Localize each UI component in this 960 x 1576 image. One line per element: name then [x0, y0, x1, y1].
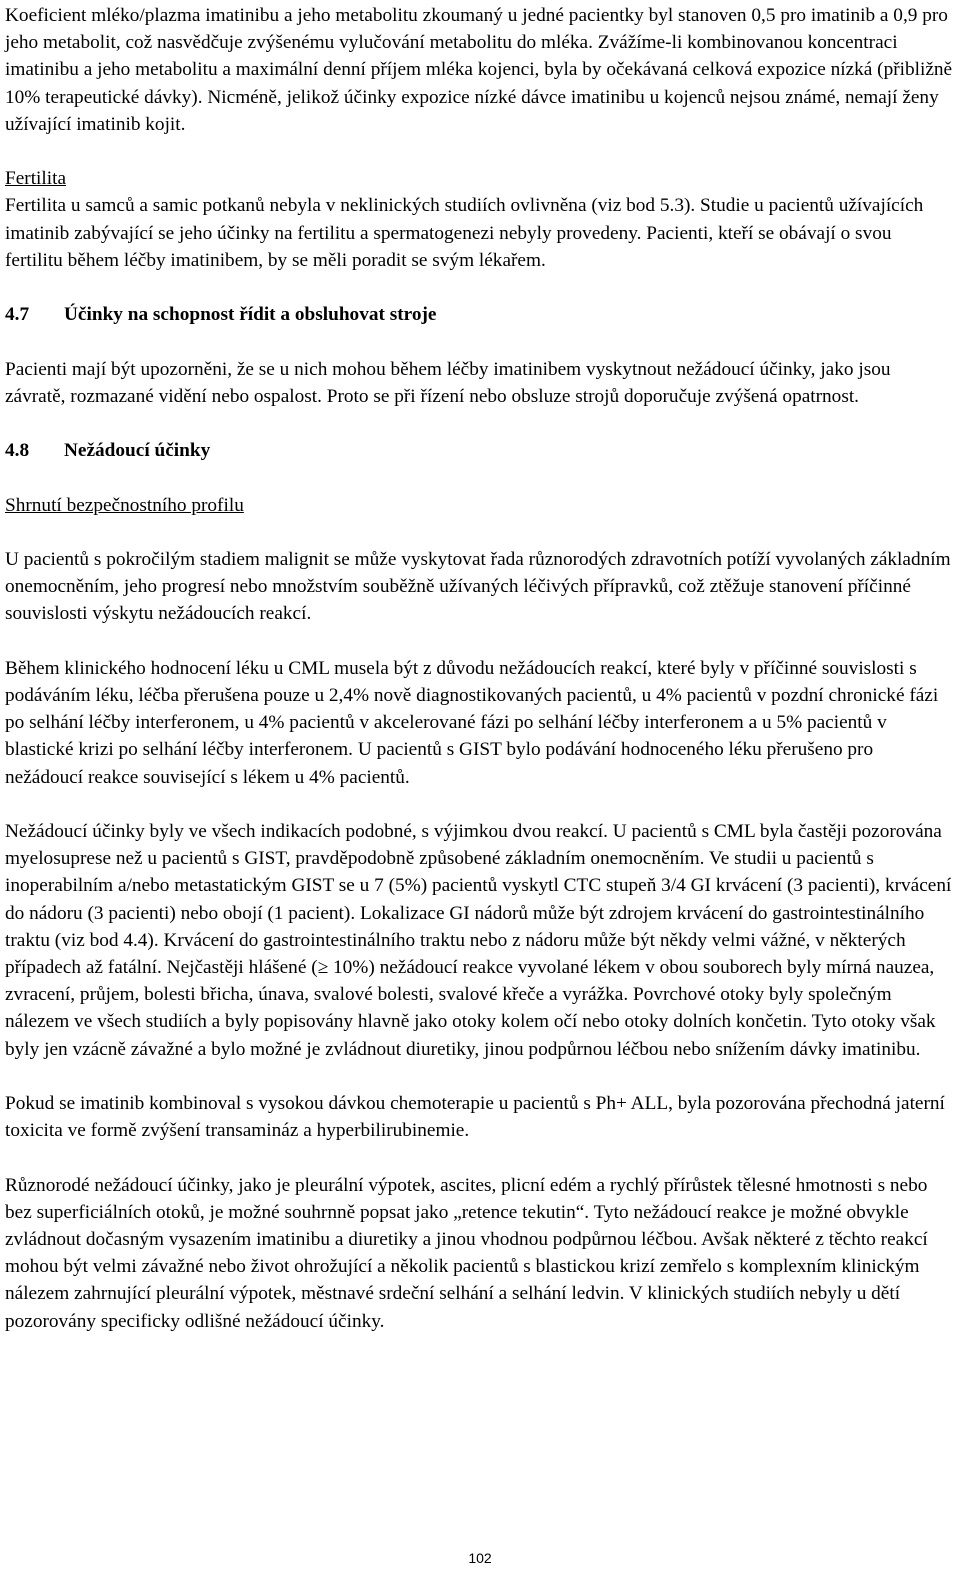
fertility-paragraph: Fertilita u samců a samic potkanů nebyla v neklinických studiích ovlivněna (viz bod 5.3). Studie u pacientů užívajících imatinib zabývající se jeho účinky na fertilitu a spermatogenezi nebyly provedeny. Pacienti, kteří se obávají o svou fertilitu během léčby imatinibem, by se měli poradit se svým lékařem. [5, 195, 924, 271]
section-4-7-title: Účinky na schopnost řídit a obsluhovat stroje [64, 304, 437, 326]
driving-paragraph: Pacienti mají být upozorněni, že se u nich mohou během léčby imatinibem vyskytnout nežádoucí účinky, jako jsou závratě, rozmazané vidění nebo ospalost. Proto se při řízení nebo obsluze strojů doporučuje zvýšená opatrnost. [5, 358, 891, 407]
page-number: 102 [468, 1550, 492, 1566]
breastfeeding-paragraph: Koeficient mléko/plazma imatinibu a jeho metabolitu zkoumaný u jedné pacientky byl stanoven 0,5 pro imatinib a 0,9 pro jeho metabolit, což nasvědčuje zvýšenému vylučování metabolitu do mléka. Zvážíme-li kombinovanou koncentraci imatinibu a jeho metabolitu a maximální denní příjem mléka kojenci, byla by očekávaná celková expozice nízká (přibližně 10% terapeutické dávky). Nicméně, jelikož účinky expozice nízké dávce imatinibu u kojenců nejsou známé, nemají ženy užívající imatinib kojit. [5, 5, 953, 135]
safety-paragraph-4: Pokud se imatinib kombinoval s vysokou dávkou chemoterapie u pacientů s Ph+ ALL, byla pozorována přechodná jaterní toxicita ve formě zvýšení transamináz a hyperbilirubinemie. [5, 1092, 945, 1142]
safety-paragraph-3: Nežádoucí účinky byly ve všech indikacích podobné, s výjimkou dvou reakcí. U pacientů s CML byla častěji pozorována myelosuprese než u pacientů s GIST, pravděpodobně způsobené základním onemocněním. Ve studii u pacientů s inoperabilním a/nebo metastatickým GIST se u 7 (5%) pacientů vyskytl CTC stupeň 3/4 GI krvácení (3 pacienti), krvácení do nádoru (3 pacienti) nebo obojí (1 pacient). Lokalizace GI nádorů může být zdrojem krvácení do gastrointestinálního traktu (viz bod 4.4). Krvácení do gastrointestinálního traktu nebo z nádoru může být někdy velmi vážné, v některých případech až fatální. Nejčastěji hlášené (≥ 10%) nežádoucí reakce vyvolané lékem v obou souborech byly mírná nauzea, zvracení, průjem, bolesti břicha, únava, svalové bolesti, svalové křeče a vyrážka. Povrchové otoky byly společným nálezem ve všech studiích a byly popisovány hlavně jako otoky kolem očí nebo otoky dolních končetin. Tyto otoky však byly jen vzácně závažné a bylo možné je zvládnout diuretiky, jinou podpůrnou léčbou nebo snížením dávky imatinibu. [5, 820, 952, 1060]
section-4-8-heading [5, 437, 953, 464]
safety-paragraph-5: Různorodé nežádoucí účinky, jako je pleurální výpotek, ascites, plicní edém a rychlý přírůstek tělesné hmotnosti s nebo bez superficiálních otoků, je možné souhrnně popsat jako „retence tekutin“. Tyto nežádoucí reakce je možné obvykle zvládnout dočasným vysazením imatinibu a diuretiky a jinou vhodnou podpůrnou léčbou. Avšak některé z těchto reakcí mohou být velmi závažné nebo život ohrožující a několik pacientů s blastickou krizí zemřelo s komplexním klinickým nálezem zahrnující pleurální výpotek, městnavé srdeční selhání a selhání ledvin. V klinických studiích nebyly u dětí pozorovány specificky odlišné nežádoucí účinky. [5, 1174, 928, 1332]
section-4-8-number: 4.8 [5, 440, 30, 462]
section-4-7-heading [5, 301, 953, 328]
section-4-7-number: 4.7 [5, 304, 30, 326]
fertility-heading: Fertilita [5, 168, 67, 190]
safety-paragraph-2: Během klinického hodnocení léku u CML musela být z důvodu nežádoucích reakcí, které byly v příčinné souvislosti s podáváním léku, léčba přerušena pouze u 2,4% nově diagnostikovaných pacientů, u 4% pacientů v pozdní chronické fázi po selhání léčby interferonem, u 4% pacientů v akcelerované fázi po selhání léčby interferonem a u 5% pacientů v blastické krizi po selhání léčby interferonem. U pacientů s GIST bylo podávání hodnoceného léku přerušeno pro nežádoucí reakce související s lékem u 4% pacientů. [5, 657, 939, 788]
safety-paragraph-1: U pacientů s pokročilým stadiem malignit se může vyskytovat řada různorodých zdravotních potíží vyvolaných základním onemocněním, jeho progresí nebo množstvím souběžně užívaných léčivých přípravků, což ztěžuje stanovení příčinné souvislosti výskytu nežádoucích reakcí. [5, 548, 951, 625]
safety-profile-heading: Shrnutí bezpečnostního profilu [5, 494, 244, 516]
section-4-8-title: Nežádoucí účinky [64, 440, 211, 462]
document-page [5, 2, 953, 1335]
